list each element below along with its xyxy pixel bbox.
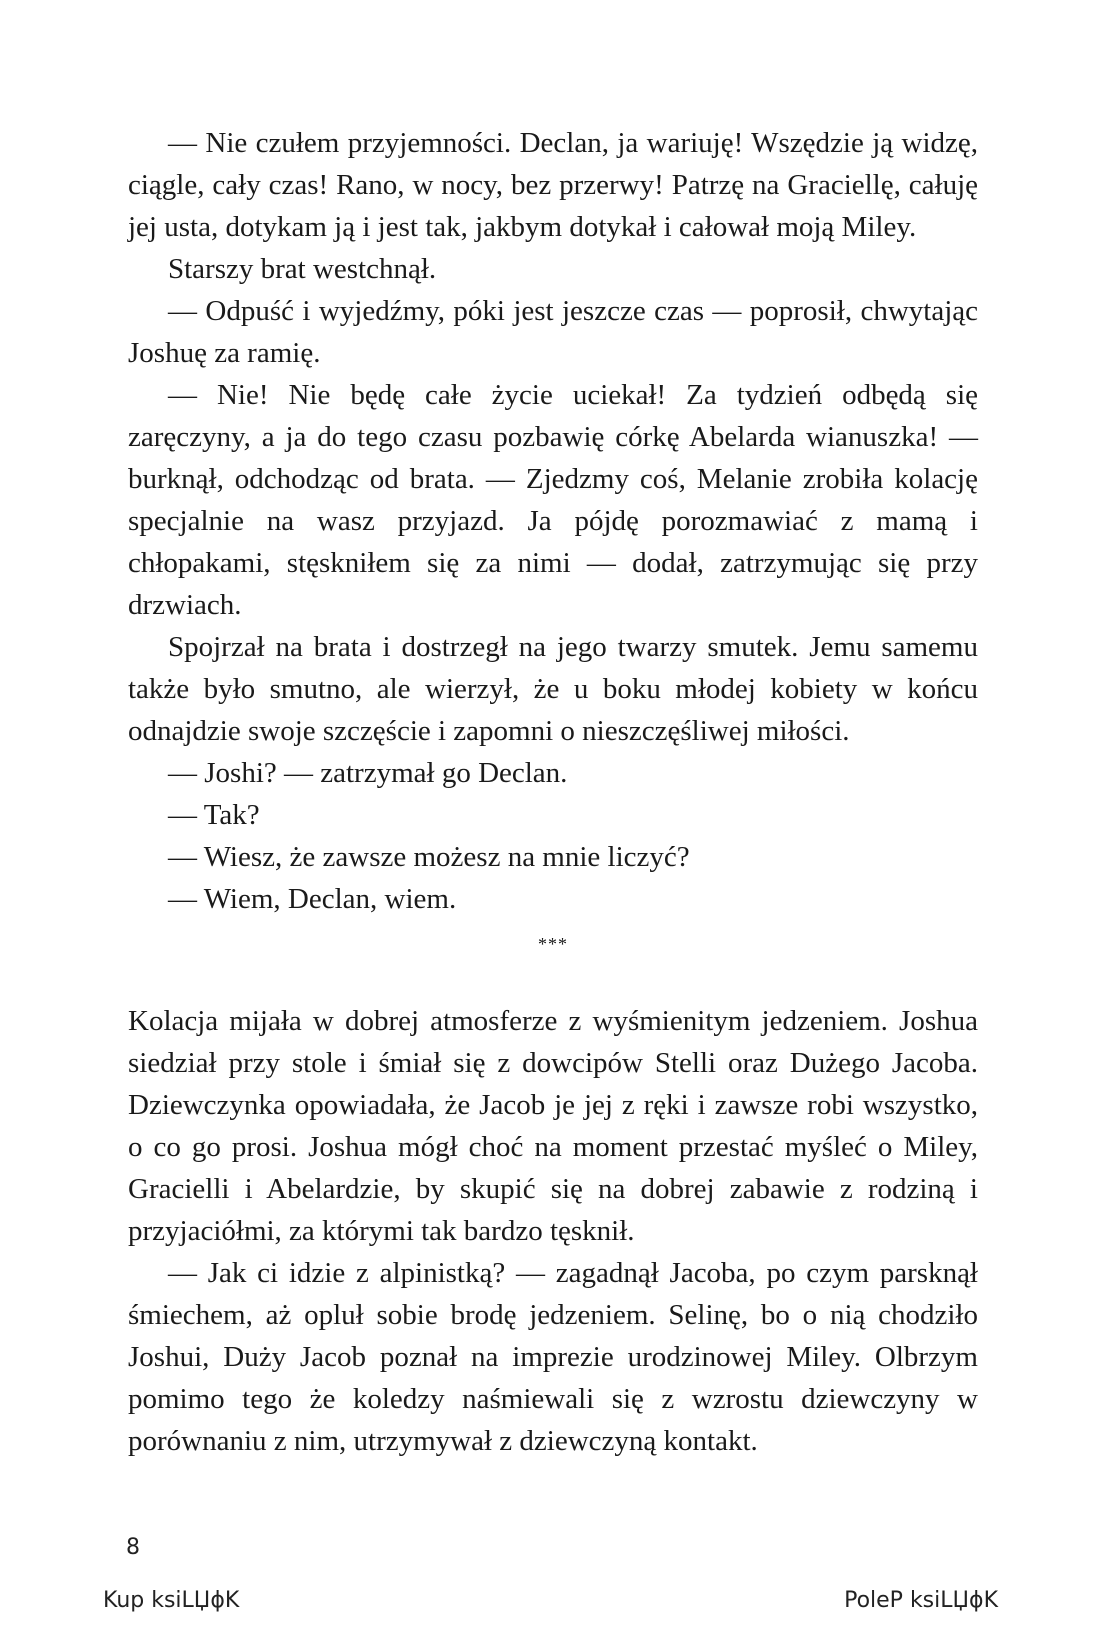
paragraph: Starszy brat westchnął. — [168, 253, 437, 285]
footer-recommend-book-link[interactable]: PoleP ksiLЏϕK — [844, 1588, 998, 1613]
paragraph: — Wiesz, że zawsze możesz na mnie liczyć? — [168, 841, 690, 873]
scene-break-separator: *** — [538, 934, 568, 954]
page-number: 8 — [126, 1535, 140, 1560]
paragraph: — Odpuść i wyjedźmy, póki jest jeszcze czas — poprosił, chwytając Joshuę za ramię. — [128, 295, 978, 369]
page-body — [128, 122, 978, 1462]
paragraph: Spojrzał na brata i dostrzegł na jego twarzy smutek. Jemu samemu także było smutno, ale wierzył, że u boku młodej kobiety w końcu odnajdzie swoje szczęście i zapomni o nieszczęśliwej miłości. — [128, 631, 978, 747]
paragraph: — Tak? — [168, 799, 260, 831]
paragraph: — Wiem, Declan, wiem. — [168, 883, 457, 915]
paragraph: — Joshi? — zatrzymał go Declan. — [168, 757, 568, 789]
paragraph: — Nie czułem przyjemności. Declan, ja wariuję! Wszędzie ją widzę, ciągle, cały czas! Rano, w nocy, bez przerwy! Patrzę na Graciellę, całuję jej usta, dotykam ją i jest tak, jakbym dotykał i całował moją Miley. — [128, 127, 978, 243]
paragraph: — Jak ci idzie z alpinistką? — zagadnął Jacoba, po czym parsknął śmiechem, aż opluł sobie brodę jedzeniem. Selinę, bo o nią chodziło Joshui, Duży Jacob poznał na imprezie urodzinowej Miley. Olbrzym pomimo tego że koledzy naśmiewali się z wzrostu dziewczyny w porównaniu z nim, utrzymywał z dziewczyną kontakt. — [128, 1257, 978, 1457]
paragraph: Kolacja mijała w dobrej atmosferze z wyśmienitym jedzeniem. Joshua siedział przy stole i śmiał się z dowcipów Stelli oraz Dużego Jacoba. Dziewczynka opowiadała, że Jacob je jej z ręki i zawsze robi wszystko, o co go prosi. Joshua mógł choć na moment przestać myśleć o Miley, Gracielli i Abelardzie, by skupić się na dobrej zabawie z rodziną i przyjaciółmi, za którymi tak bardzo tęsknił. — [128, 1005, 978, 1247]
paragraph: — Nie! Nie będę całe życie uciekał! Za tydzień odbędą się zaręczyny, a ja do tego czasu pozbawię córkę Abelarda wianuszka! — burknął, odchodząc od brata. — Zjedzmy coś, Melanie zrobiła kolację specjalnie na wasz przyjazd. Ja pójdę porozmawiać z mamą i chłopakami, stęskniłem się za nimi — dodał, zatrzymując się przy drzwiach. — [128, 379, 978, 621]
footer-buy-book-link[interactable]: Kup ksiLЏϕK — [103, 1588, 240, 1613]
